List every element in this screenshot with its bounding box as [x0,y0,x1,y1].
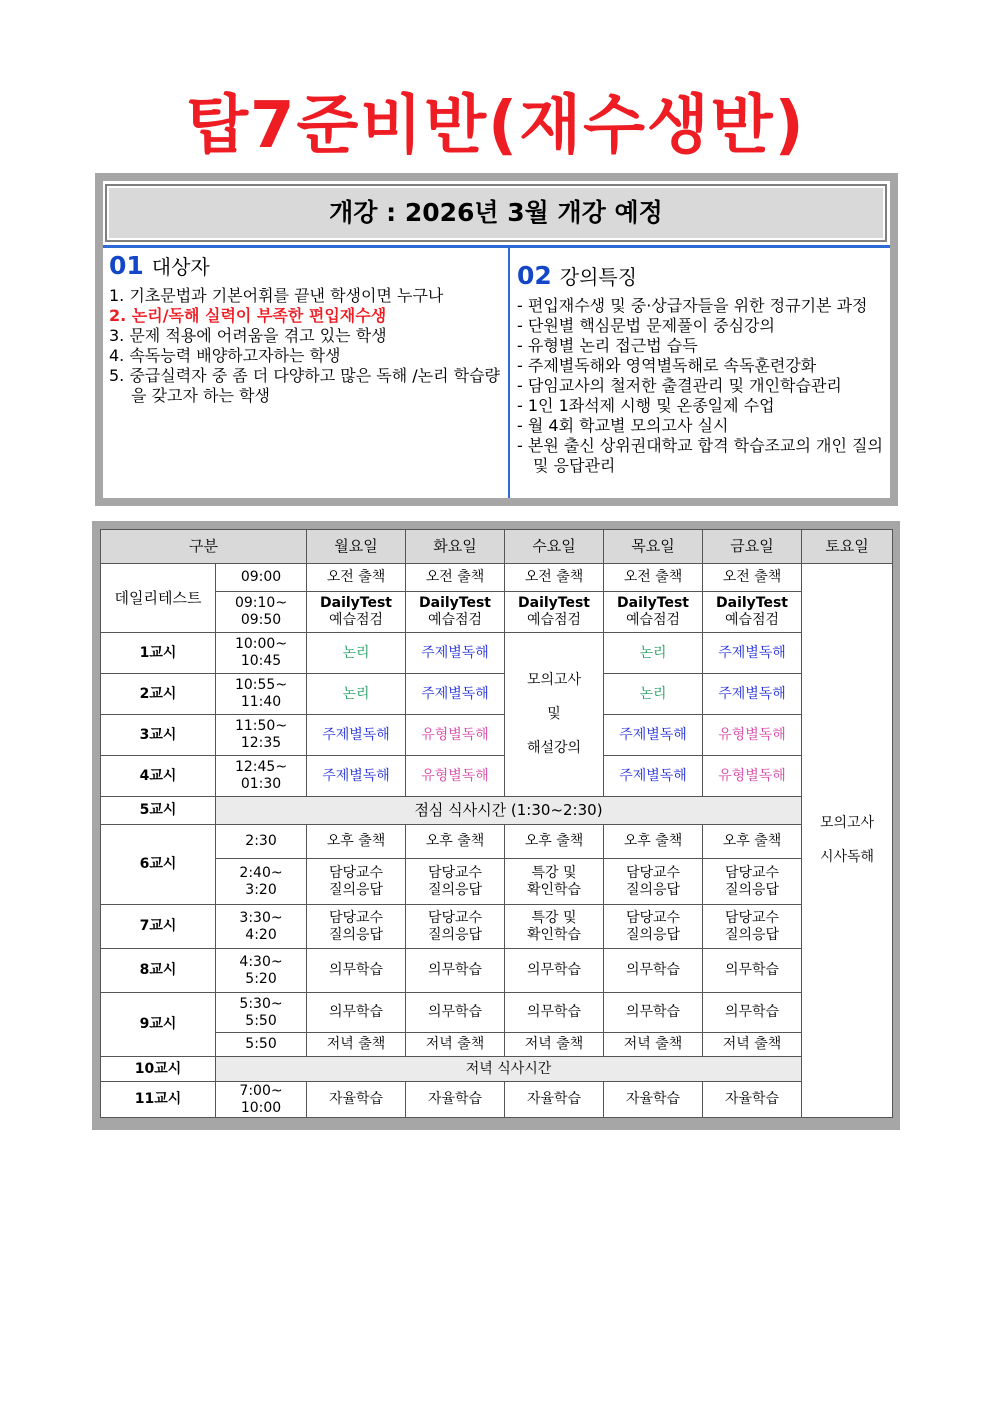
cell-line: 담당교수 [427,864,483,881]
cell-line: 예습점검 [427,612,483,628]
list-item: 3. 문제 적용에 어려움을 겪고 있는 학생 [109,326,387,345]
time-cell [216,993,307,1033]
table-row [101,797,893,825]
schedule-cell [307,905,406,949]
schedule-cell [406,859,505,905]
time-start: 10:00~ [234,636,288,652]
cell-line: DailyTest [320,595,393,611]
time-cell [216,756,307,797]
cell-line: DailyTest [716,595,789,611]
time-cell [216,633,307,674]
schedule-cell [505,859,604,905]
period-label: 8교시 [101,949,216,993]
cell-line: 질의응답 [328,926,384,943]
cell-line: 질의응답 [427,881,483,898]
schedule-cell: 의무학습 [703,993,802,1033]
cell-line: DailyTest [419,595,492,611]
schedule-cell: 논리 [604,674,703,715]
schedule-cell: 주제별독해 [406,674,505,715]
time-cell: 09:00 [216,564,307,592]
schedule-cell: 오후 출책 [703,825,802,859]
features-list [517,296,883,476]
cell-line: 담당교수 [328,909,384,926]
schedule-cell: 오전 출책 [505,564,604,592]
list-item: - 1인 1좌석제 시행 및 온종일제 수업 [517,396,775,415]
header-wednesday: 수요일 [505,530,604,564]
period-label: 4교시 [101,756,216,797]
schedule-cell: 오후 출책 [406,825,505,859]
schedule-cell: 자율학습 [406,1082,505,1118]
cell-line: 질의응답 [328,881,384,898]
section-number: 02 [517,261,552,290]
schedule-cell: 주제별독해 [703,674,802,715]
period-label: 10교시 [101,1057,216,1082]
schedule-cell: 주제별독해 [307,715,406,756]
table-row [101,859,893,905]
time-cell [216,905,307,949]
table-row [101,825,893,859]
cell-line: 질의응답 [724,881,780,898]
time-cell [216,715,307,756]
time-start: 7:00~ [239,1082,283,1099]
schedule-cell [307,859,406,905]
period-label: 3교시 [101,715,216,756]
time-end: 10:00 [240,1099,282,1116]
section-title: 강의특징 [559,265,638,289]
info-box [95,173,898,506]
cell-line: 질의응답 [625,926,681,943]
time-end: 4:20 [245,926,277,943]
cell-line: 담당교수 [328,864,384,881]
table-row [101,1082,893,1118]
table-row [101,564,893,592]
time-cell [216,592,307,633]
schedule-cell [604,905,703,949]
saturday-line: 모의고사 [819,815,875,831]
schedule-cell: 논리 [604,633,703,674]
schedule-cell: 유형별독해 [406,756,505,797]
schedule-cell: 저녁 출책 [604,1033,703,1057]
opening-banner: 개강 : 2026년 3월 개강 예정 [107,186,885,240]
cell-line: 예습점검 [526,612,582,628]
list-item: - 주제별독해와 영역별독해로 속독훈련강화 [517,356,817,375]
period-label: 6교시 [101,825,216,905]
schedule-cell: 주제별독해 [604,715,703,756]
time-start: 10:55~ [234,677,288,693]
schedule-cell: 오전 출책 [604,564,703,592]
divider [508,248,510,498]
features-heading [517,261,883,292]
cell-line: 담당교수 [625,864,681,881]
cell-line: 확인학습 [526,926,582,943]
schedule-cell: 유형별독해 [406,715,505,756]
schedule-box [92,521,900,1130]
table-row [101,905,893,949]
schedule-cell: 유형별독해 [703,715,802,756]
schedule-cell: 주제별독해 [307,756,406,797]
table-row [101,756,893,797]
schedule-cell [505,905,604,949]
schedule-cell [703,859,802,905]
cell-line: 특강 및 [531,909,577,926]
list-item: - 월 4회 학교별 모의고사 실시 [517,416,729,435]
table-row [101,993,893,1033]
cell-line: 질의응답 [724,926,780,943]
schedule-cell: 의무학습 [406,993,505,1033]
period-label: 1교시 [101,633,216,674]
table-row [101,633,893,674]
schedule-cell [703,905,802,949]
list-item: - 편입재수생 및 중·상급자들을 위한 정규기본 과정 [517,296,868,315]
targets-section [109,251,501,406]
schedule-cell [604,592,703,633]
period-label: 7교시 [101,905,216,949]
cell-line: DailyTest [518,595,591,611]
time-start: 4:30~ [239,953,283,970]
targets-heading [109,251,501,282]
header-tuesday: 화요일 [406,530,505,564]
mock-exam-cell [505,633,604,797]
period-label: 2교시 [101,674,216,715]
time-end: 5:50 [245,1012,277,1029]
cell-line: 특강 및 [531,864,577,881]
schedule-cell [703,592,802,633]
schedule-cell: 주제별독해 [604,756,703,797]
time-end: 11:40 [240,694,282,710]
cell-line: 확인학습 [526,881,582,898]
cell-line: 담당교수 [427,909,483,926]
time-cell [216,1082,307,1118]
schedule-cell: 의무학습 [505,949,604,993]
divider [103,245,890,248]
schedule-cell: 오전 출책 [703,564,802,592]
time-cell [216,949,307,993]
list-item: - 본원 출신 상위권대학교 합격 학습조교의 개인 질의 및 응답관리 [517,436,883,475]
schedule-table [100,529,893,1118]
schedule-cell: 의무학습 [307,949,406,993]
period-label: 9교시 [101,993,216,1057]
header-saturday: 토요일 [802,530,893,564]
list-item: 4. 속독능력 배양하고자하는 학생 [109,346,341,365]
schedule-cell: 자율학습 [604,1082,703,1118]
schedule-cell: 자율학습 [703,1082,802,1118]
cell-line: 해설강의 [526,740,582,756]
header-category: 구분 [101,530,307,564]
header-monday: 월요일 [307,530,406,564]
list-item: - 담임교사의 철저한 출결관리 및 개인학습관리 [517,376,842,395]
time-start: 3:30~ [239,909,283,926]
table-row [101,1057,893,1082]
schedule-cell [307,592,406,633]
time-end: 5:20 [245,970,277,987]
schedule-cell: 의무학습 [505,993,604,1033]
cell-line: 담당교수 [724,864,780,881]
schedule-cell: 주제별독해 [406,633,505,674]
time-cell: 2:30 [216,825,307,859]
schedule-cell: 논리 [307,633,406,674]
schedule-cell: 의무학습 [604,993,703,1033]
schedule-cell: 오후 출책 [307,825,406,859]
saturday-line: 시사독해 [819,849,875,865]
time-start: 12:45~ [234,759,288,775]
time-cell: 5:50 [216,1033,307,1057]
schedule-cell: 논리 [307,674,406,715]
list-item: 5. 중급실력자 중 좀 더 다양하고 많은 독해 /논리 학습량을 갖고자 하는 학생 [109,366,501,405]
schedule-cell [505,592,604,633]
schedule-cell: 저녁 출책 [307,1033,406,1057]
time-end: 01:30 [240,776,282,792]
schedule-cell: 의무학습 [703,949,802,993]
time-start: 5:30~ [239,995,283,1012]
schedule-cell: 자율학습 [307,1082,406,1118]
header-friday: 금요일 [703,530,802,564]
schedule-cell: 자율학습 [505,1082,604,1118]
cell-line: 예습점검 [625,612,681,628]
cell-line: 모의고사 [526,672,582,688]
cell-line: 질의응답 [625,881,681,898]
time-end: 12:35 [240,735,282,751]
cell-line: 질의응답 [427,926,483,943]
schedule-cell: 저녁 출책 [703,1033,802,1057]
list-item-highlight: 2. 논리/독해 실력이 부족한 편입재수생 [109,306,387,325]
section-number: 01 [109,251,144,280]
table-row [101,949,893,993]
schedule-cell: 유형별독해 [703,756,802,797]
lunch-cell: 점심 식사시간 (1:30~2:30) [216,797,802,825]
period-label: 데일리테스트 [101,564,216,633]
schedule-cell: 저녁 출책 [505,1033,604,1057]
time-end: 10:45 [240,653,282,669]
period-label: 5교시 [101,797,216,825]
features-section [517,261,883,476]
list-item: - 유형별 논리 접근법 습득 [517,336,698,355]
period-label: 11교시 [101,1082,216,1118]
time-end: 3:20 [245,881,277,898]
table-row [101,1033,893,1057]
targets-list [109,286,501,406]
page-title: 탑7준비반(재수생반) [186,89,806,163]
cell-line: 담당교수 [724,909,780,926]
schedule-cell: 저녁 출책 [406,1033,505,1057]
table-row [101,715,893,756]
schedule-cell: 오후 출책 [505,825,604,859]
schedule-cell: 의무학습 [406,949,505,993]
schedule-cell: 의무학습 [307,993,406,1033]
header-thursday: 목요일 [604,530,703,564]
schedule-cell: 의무학습 [604,949,703,993]
time-cell [216,859,307,905]
time-start: 11:50~ [234,718,288,734]
schedule-cell: 오전 출책 [307,564,406,592]
header-row [101,530,893,564]
cell-line: DailyTest [617,595,690,611]
table-row [101,674,893,715]
schedule-cell: 오전 출책 [406,564,505,592]
schedule-cell [604,859,703,905]
list-item: 1. 기초문법과 기본어휘를 끝낸 학생이면 누구나 [109,286,444,305]
time-start: 09:10~ [234,595,288,611]
schedule-cell: 오후 출책 [604,825,703,859]
cell-line: 및 [547,706,561,722]
info-inner [103,181,890,498]
saturday-cell [802,564,893,1118]
time-cell [216,674,307,715]
cell-line: 예습점검 [724,612,780,628]
list-item: - 단원별 핵심문법 문제풀이 중심강의 [517,316,775,335]
section-title: 대상자 [151,255,210,279]
table-row [101,592,893,633]
schedule-cell: 주제별독해 [703,633,802,674]
dinner-cell: 저녁 식사시간 [216,1057,802,1082]
schedule-cell [406,905,505,949]
cell-line: 담당교수 [625,909,681,926]
schedule-cell [406,592,505,633]
time-end: 09:50 [240,612,282,628]
cell-line: 예습점검 [328,612,384,628]
time-start: 2:40~ [239,864,283,881]
